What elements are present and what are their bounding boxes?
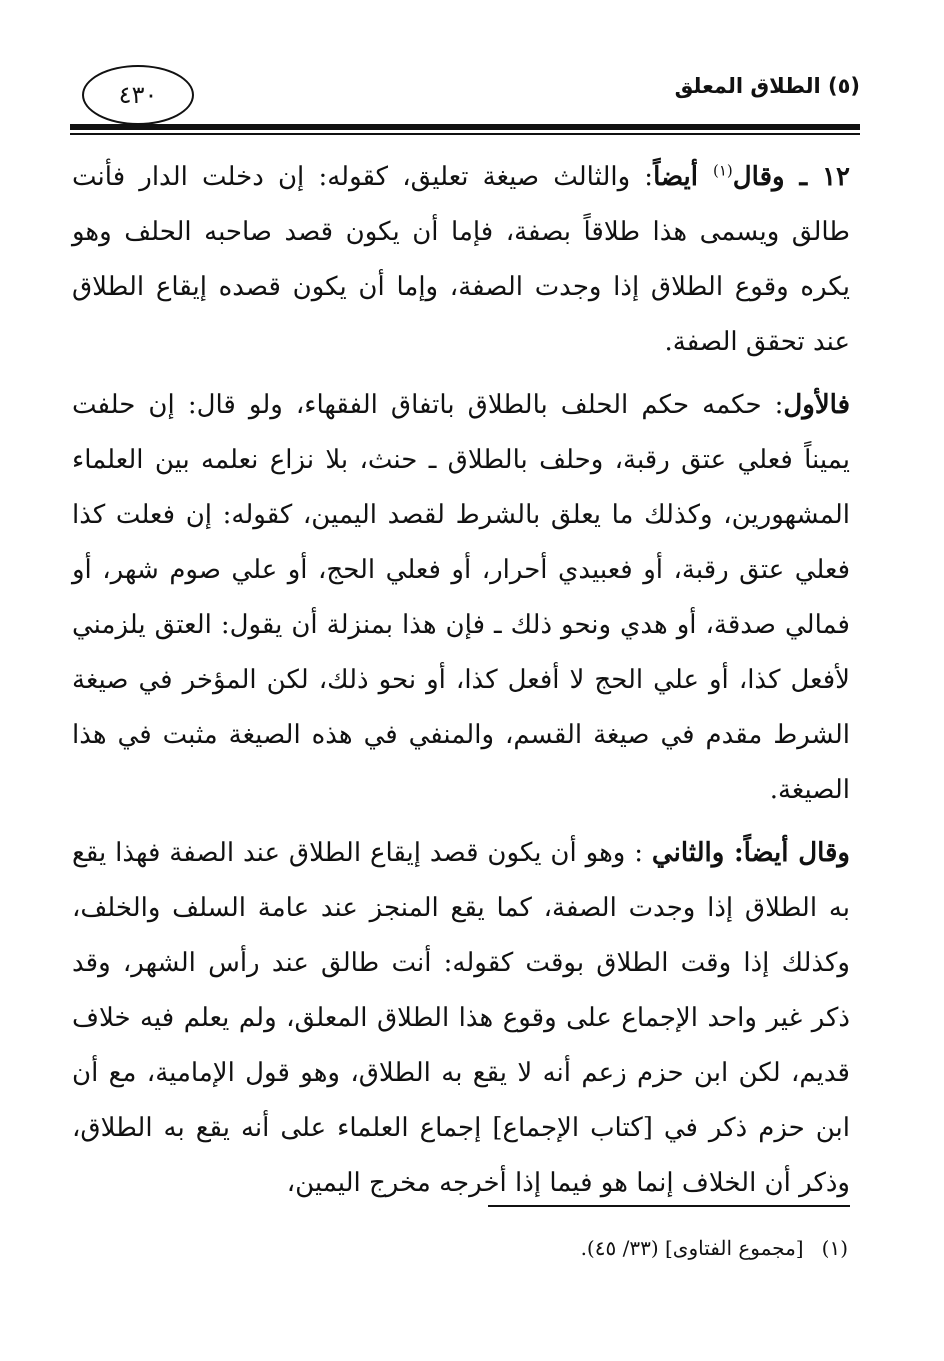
- page-number: ٤٣٠: [118, 81, 158, 109]
- paragraph-1: [72, 150, 850, 370]
- main-text: [72, 150, 850, 1219]
- paragraph-lead-continued: أيضاً: [653, 162, 713, 192]
- footnote-text: [مجموع الفتاوى] (٣٣/ ٤٥).: [580, 1236, 804, 1260]
- paragraph-lead: وقال: [732, 162, 785, 192]
- paragraph-text: : والثالث صيغة تعليق، كقوله: إن دخلت الدار فأنت طالق ويسمى هذا طلاقاً بصفة، فإما أن يكون قصد صاحبه الحلف وهو يكره وقوع الطلاق إذا وجدت الصفة، وإما أن يكون قصده إيقاع الطلاق عند تحقق الصفة.: [72, 162, 850, 357]
- paragraph-text: : وهو أن يكون قصد إيقاع الطلاق عند الصفة فهذا يقع به الطلاق إذا وجدت الصفة، كما يقع المنجز عند عامة السلف والخلف، وكذلك إذا وقت الطلاق بوقت كقوله: أنت طالق عند رأس الشهر، وقد ذكر غير واحد الإجماع على وقوع هذا الطلاق المعلق، ولم يعلم فيه خلاف قديم، لكن ابن حزم زعم أنه لا يقع به الطلاق، وهو قول الإمامية، مع أن ابن حزم ذكر في [كتاب الإجماع] إجماع العلماء على أنه يقع به الطلاق، وذكر أن الخلاف إنما هو فيما إذا أخرجه مخرج اليمين،: [72, 838, 850, 1198]
- paragraph-3: [72, 826, 850, 1211]
- footnote-separator: [488, 1205, 850, 1207]
- paragraph-number: ١٢ ـ: [784, 162, 851, 192]
- paragraph-2: [72, 378, 850, 818]
- header-rule-thin: [70, 133, 860, 135]
- paragraph-lead: وقال أيضاً: والثاني: [651, 838, 850, 868]
- footnote-number: (١): [821, 1236, 848, 1260]
- running-title: (٥) الطلاق المعلق: [674, 74, 860, 98]
- footnote-reference: (١): [712, 161, 733, 180]
- header-rule-thick: [70, 124, 860, 130]
- paragraph-text: : حكمه حكم الحلف بالطلاق باتفاق الفقهاء، ولو قال: إن حلفت يميناً فعلي عتق رقبة، وحلف بالطلاق ـ حنث، بلا نزاع نعلمه بين العلماء المشهورين، وكذلك ما يعلق بالشرط لقصد اليمين، كقوله: إن فعلت كذا فعلي عتق رقبة، أو فعبيدي أحرار، أو فعلي الحج، أو علي صوم شهر، أو فمالي صدقة، أو هدي ونحو ذلك ـ فإن هذا بمنزلة أن يقول: العتق يلزمني لأفعل كذا، أو علي الحج لا أفعل كذا، أو نحو ذلك، لكن المؤخر في صيغة الشرط مقدم في صيغة القسم، والمنفي في هذه الصيغة مثبت في هذا الصيغة.: [72, 390, 850, 805]
- page-number-oval: [82, 65, 194, 125]
- paragraph-lead: فالأول: [783, 390, 850, 420]
- page-header: [70, 60, 860, 136]
- footnote: [148, 1236, 848, 1260]
